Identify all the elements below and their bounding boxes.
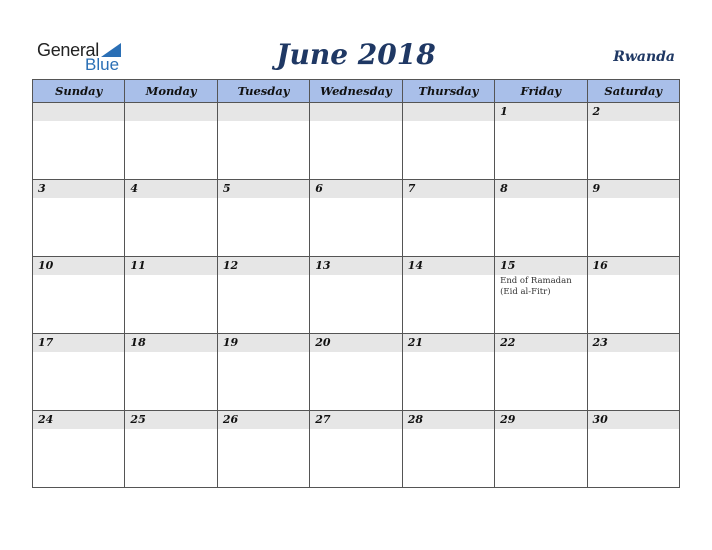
day-cell [495, 103, 587, 180]
day-cell [495, 411, 587, 488]
day-cell [402, 103, 494, 180]
day-cell [587, 180, 679, 257]
day-cell [125, 103, 217, 180]
day-number: 3 [33, 180, 124, 198]
week-row [33, 257, 680, 334]
weekday-sunday: Sunday [33, 80, 125, 103]
day-number: 16 [588, 257, 679, 275]
day-number [403, 103, 494, 121]
day-number: 2 [588, 103, 679, 121]
day-number: 6 [310, 180, 401, 198]
day-number: 24 [33, 411, 124, 429]
day-number: 20 [310, 334, 401, 352]
day-cell [33, 334, 125, 411]
day-number: 21 [403, 334, 494, 352]
day-number: 17 [33, 334, 124, 352]
day-number: 29 [495, 411, 586, 429]
day-cell [125, 411, 217, 488]
day-cell [587, 411, 679, 488]
day-cell [310, 334, 402, 411]
weekday-saturday: Saturday [587, 80, 679, 103]
day-number: 4 [125, 180, 216, 198]
day-number: 14 [403, 257, 494, 275]
day-number: 8 [495, 180, 586, 198]
day-cell [495, 180, 587, 257]
week-row [33, 411, 680, 488]
day-cell [33, 257, 125, 334]
day-number [310, 103, 401, 121]
day-number: 9 [588, 180, 679, 198]
week-row [33, 103, 680, 180]
day-cell [495, 334, 587, 411]
weekday-header-row [33, 80, 680, 103]
day-number [218, 103, 309, 121]
day-cell [33, 411, 125, 488]
weekday-thursday: Thursday [402, 80, 494, 103]
day-number: 1 [495, 103, 586, 121]
calendar-grid [32, 79, 680, 488]
logo-blue-text: Blue [85, 55, 120, 74]
weekday-wednesday: Wednesday [310, 80, 402, 103]
day-number: 30 [588, 411, 679, 429]
day-cell [33, 103, 125, 180]
weekday-tuesday: Tuesday [217, 80, 309, 103]
day-cell [217, 334, 309, 411]
day-cell [217, 257, 309, 334]
day-number: 25 [125, 411, 216, 429]
day-number: 5 [218, 180, 309, 198]
day-number: 11 [125, 257, 216, 275]
page-title: June 2018 [276, 38, 436, 71]
day-cell [125, 180, 217, 257]
day-number: 12 [218, 257, 309, 275]
day-number: 10 [33, 257, 124, 275]
day-number: 7 [403, 180, 494, 198]
country-label: Rwanda [613, 49, 675, 65]
day-cell [310, 180, 402, 257]
day-cell [402, 257, 494, 334]
day-number [33, 103, 124, 121]
week-row [33, 180, 680, 257]
day-number: 18 [125, 334, 216, 352]
day-number: 19 [218, 334, 309, 352]
day-cell [310, 257, 402, 334]
weekday-monday: Monday [125, 80, 217, 103]
day-number: 13 [310, 257, 401, 275]
day-number: 27 [310, 411, 401, 429]
logo-general-text: General [37, 40, 99, 60]
day-cell [217, 180, 309, 257]
day-cell [217, 411, 309, 488]
day-cell [33, 180, 125, 257]
day-number: 22 [495, 334, 586, 352]
day-cell [587, 103, 679, 180]
day-cell [587, 334, 679, 411]
day-number: 28 [403, 411, 494, 429]
day-number: 26 [218, 411, 309, 429]
day-cell [402, 334, 494, 411]
day-number: 15 [495, 257, 586, 275]
day-number [125, 103, 216, 121]
weekday-friday: Friday [495, 80, 587, 103]
day-cell [125, 334, 217, 411]
day-cell [495, 257, 587, 334]
day-cell [402, 180, 494, 257]
day-cell [587, 257, 679, 334]
day-cell [310, 103, 402, 180]
day-cell [310, 411, 402, 488]
holiday-event: End of Ramadan (Eid al-Fitr) [500, 276, 572, 297]
day-number: 23 [588, 334, 679, 352]
day-cell [125, 257, 217, 334]
day-cell [402, 411, 494, 488]
day-cell [217, 103, 309, 180]
week-row [33, 334, 680, 411]
